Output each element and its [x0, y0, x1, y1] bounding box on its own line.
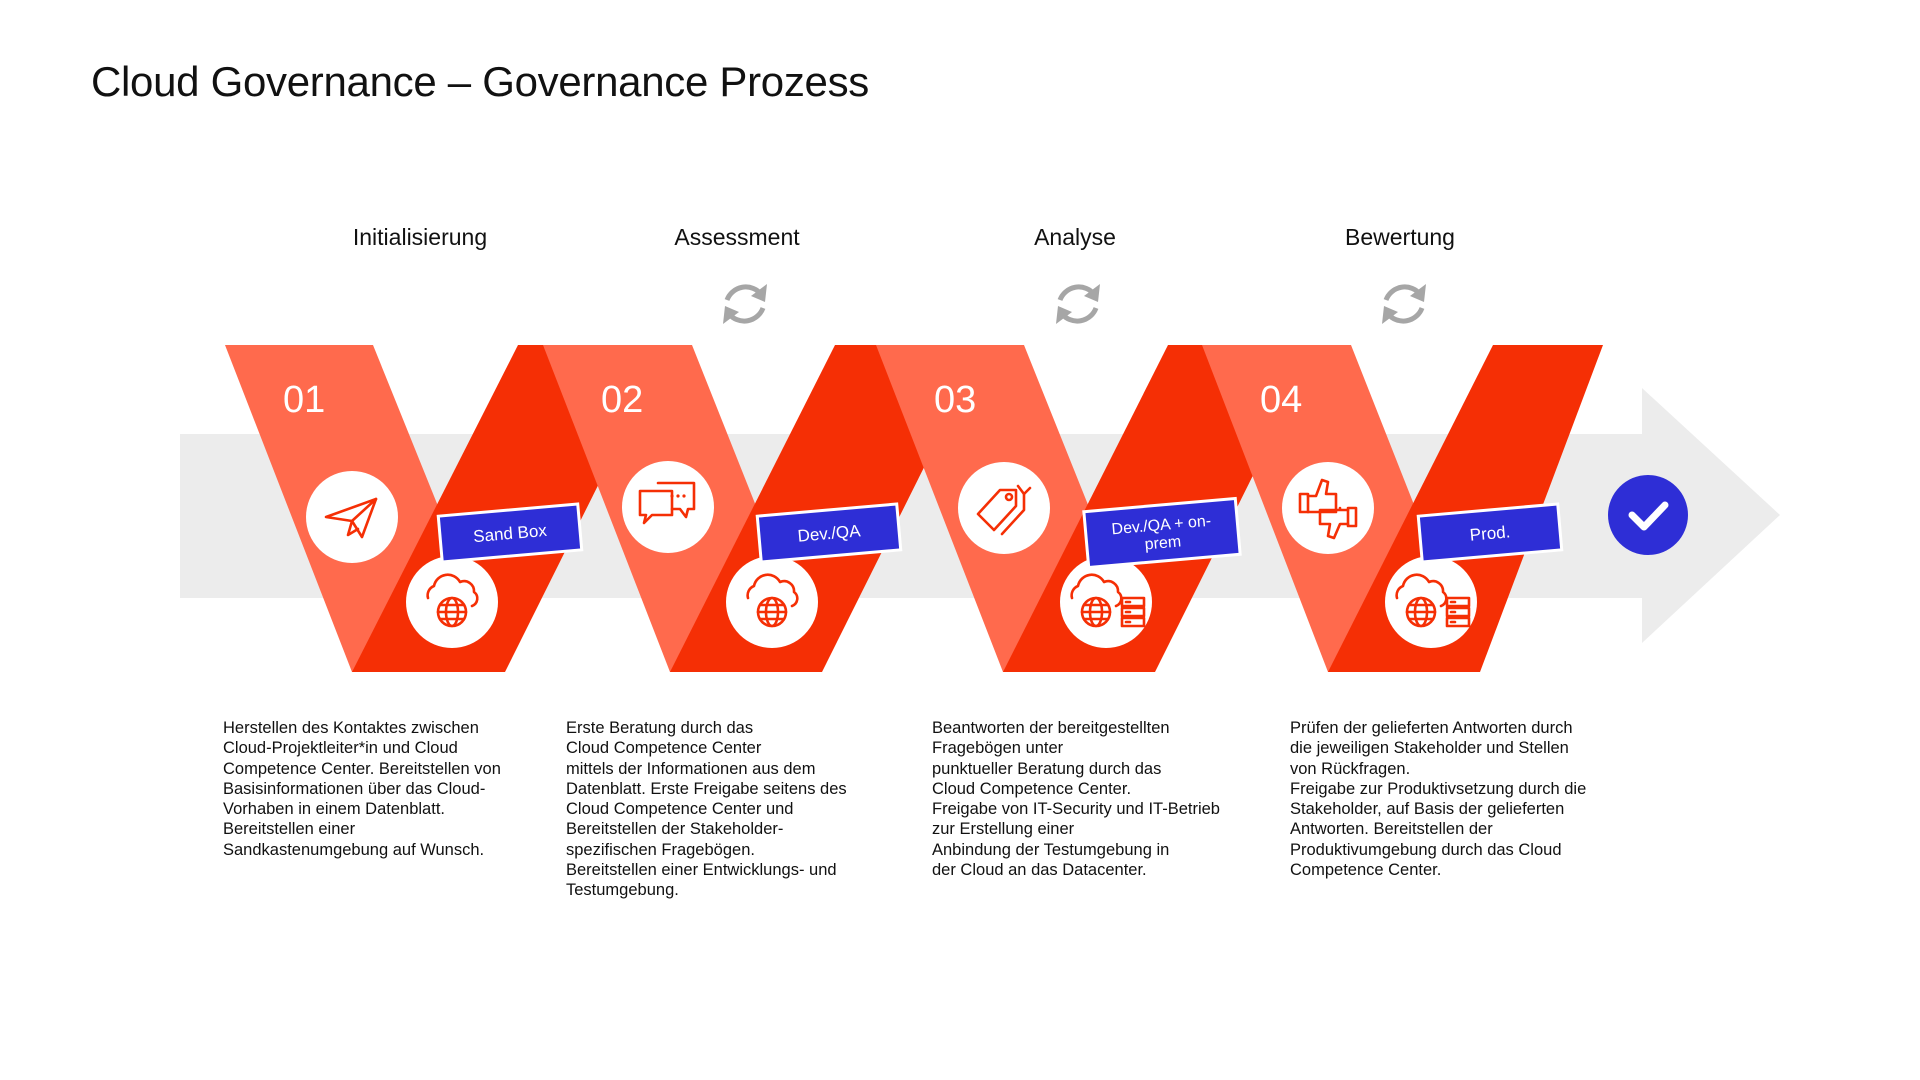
- step-4-description: Prüfen der gelieferten Antworten durch die jeweiligen Stakeholder und Stellen von Rückfragen. Freigabe zur Produktivsetzung durch die Stakeholder, auf Basis der gelieferten Antworten. Bereitstellen der Produktivumgebung durch das Cloud Competence Center.: [1290, 719, 1587, 880]
- step-4-icon-circle: [1282, 462, 1374, 554]
- step-2-description: Erste Beratung durch das Cloud Competence Center mittels der Informationen aus dem Datenblatt. Erste Freigabe seitens des Cloud Competence Center und Bereitstellen der Stakeholder- spezifischen Fragebögen. Bereitstellen einer Entwicklungs- und Testumgebung.: [566, 719, 847, 900]
- step-3-environment-label: Dev./QA + on-prem: [1110, 512, 1212, 554]
- step-2-number: 02: [601, 379, 644, 421]
- refresh-icon: [1056, 284, 1100, 324]
- step-3-description: Beantworten der bereitgestellten Fragebögen unter punktueller Beratung durch das Cloud Competence Center. Freigabe von IT-Security und IT-Betrieb zur Erstellung einer Anbindung der Testumgebung in der Cloud an das Datacenter.: [932, 719, 1220, 880]
- step-4-environment-label: Prod.: [1468, 522, 1512, 545]
- step-1-icon-circle: [306, 471, 398, 563]
- refresh-icon: [723, 284, 767, 324]
- page-title: Cloud Governance – Governance Prozess: [91, 58, 870, 105]
- phase-label-analyse: Analyse: [1034, 224, 1116, 250]
- step-4-number: 04: [1260, 379, 1303, 421]
- step-1-number: 01: [283, 379, 326, 421]
- phase-label-bewertung: Bewertung: [1345, 224, 1455, 250]
- step-1-env-circle: [406, 556, 498, 648]
- step-2-env-circle: [726, 556, 818, 648]
- step-1-description: Herstellen des Kontaktes zwischen Cloud-Projektleiter*in und Cloud Competence Center. Bereitstellen von Basisinformationen über das Cloud- Vorhaben in einem Datenblatt. Bereitstellen einer Sandkastenumgebung auf Wunsch.: [223, 719, 501, 859]
- phase-label-initialisierung: Initialisierung: [352, 224, 488, 250]
- refresh-icon: [1382, 284, 1426, 324]
- step-1-environment-label: Sand Box: [472, 520, 548, 547]
- end-marker: [1608, 475, 1688, 555]
- step-2-icon-circle: [622, 461, 714, 553]
- step-3-environment-badge: [1084, 498, 1240, 567]
- step-3-icon-circle: [958, 462, 1050, 554]
- step-3-number: 03: [934, 379, 977, 421]
- step-2-environment-label: Dev./QA: [796, 521, 862, 546]
- phase-label-assessment: Assessment: [674, 224, 800, 250]
